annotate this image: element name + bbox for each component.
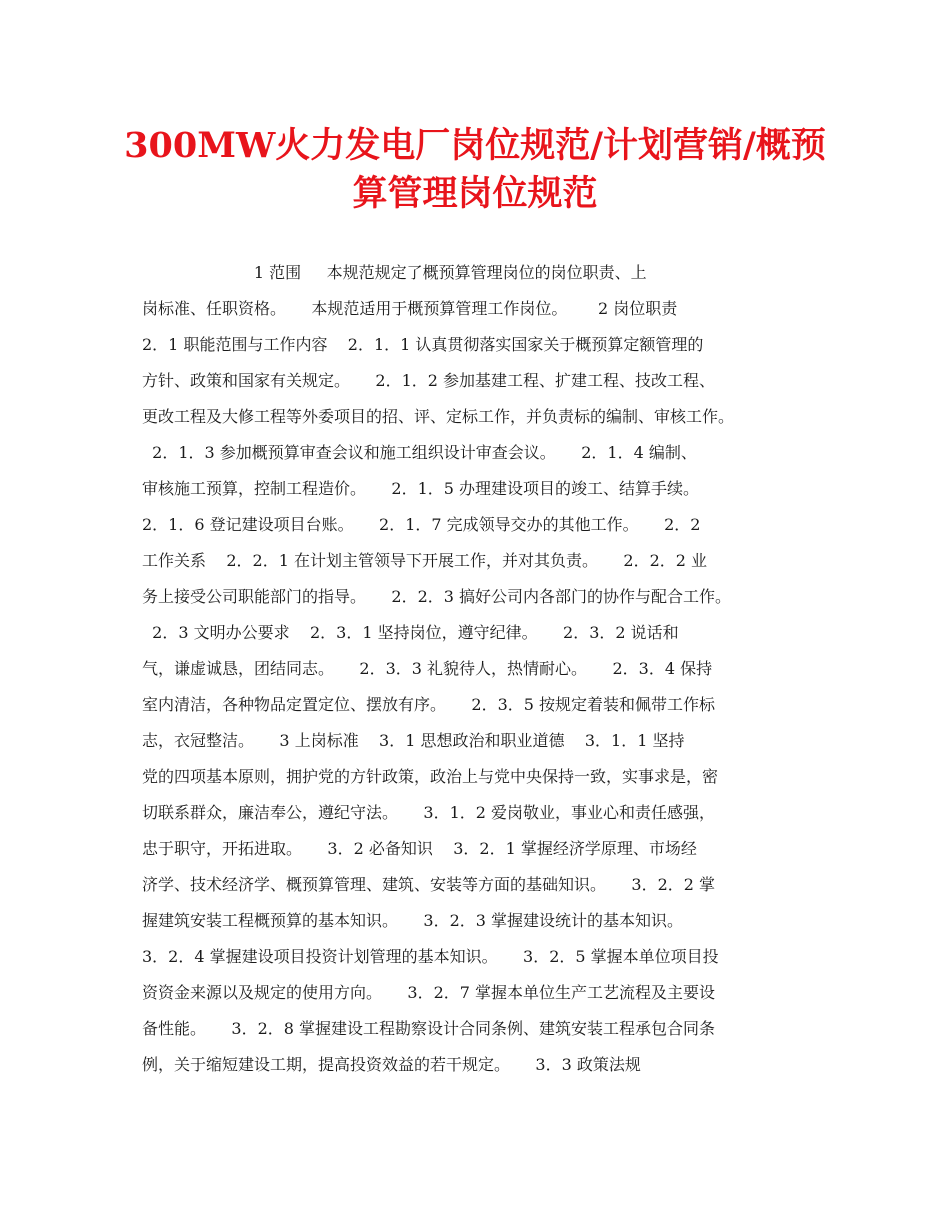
body-line: 党的四项基本原则，拥护党的方针政策，政治上与党中央保持一致，实事求是，密 — [142, 767, 719, 786]
body-line: 2．1．6 登记建设项目台账。 2．1．7 完成领导交办的其他工作。 2．2 — [142, 515, 701, 534]
body-line: 岗标准、任职资格。 本规范适用于概预算管理工作岗位。 2 岗位职责 — [142, 299, 678, 318]
body-line: 更改工程及大修工程等外委项目的招、评、定标工作，并负责标的编制、审核工作。 — [142, 407, 735, 426]
body-line: 方针、政策和国家有关规定。 2．1．2 参加基建工程、扩建工程、技改工程、 — [142, 371, 716, 390]
body-line: 备性能。 3．2．8 掌握建设工程勘察设计合同条例、建筑安装工程承包合同条 — [142, 1019, 716, 1038]
body-line: 志，衣冠整洁。 3 上岗标准 3．1 思想政治和职业道德 3．1．1 坚持 — [142, 731, 685, 750]
body-line: 务上接受公司职能部门的指导。 2．2．3 搞好公司内各部门的协作与配合工作。 — [142, 587, 732, 606]
body-line: 例，关于缩短建设工期，提高投资效益的若干规定。 3．3 政策法规 — [142, 1055, 641, 1074]
document-title — [120, 122, 830, 218]
body-line: 工作关系 2．2．1 在计划主管领导下开展工作，并对其负责。 2．2．2 业 — [142, 551, 708, 570]
body-line: 室内清洁，各种物品定置定位、摆放有序。 2．3．5 按规定着装和佩带工作标 — [142, 695, 716, 714]
body-line: 1 范围 本规范规定了概预算管理岗位的岗位职责、上 — [142, 263, 647, 282]
body-line: 2．3 文明办公要求 2．3．1 坚持岗位，遵守纪律。 2．3．2 说话和 — [142, 623, 679, 642]
body-line: 2．1．3 参加概预算审查会议和施工组织设计审查会议。 2．1．4 编制、 — [142, 443, 697, 462]
body-line: 2．1 职能范围与工作内容 2．1．1 认真贯彻落实国家关于概预算定额管理的 — [142, 335, 704, 354]
document-body — [142, 255, 822, 1083]
body-line: 握建筑安装工程概预算的基本知识。 3．2．3 掌握建设统计的基本知识。 — [142, 911, 684, 930]
title-line-1: 300MW火力发电厂岗位规范/计划营销/概预 — [124, 125, 826, 166]
body-line: 审核施工预算，控制工程造价。 2．1．5 办理建设项目的竣工、结算手续。 — [142, 479, 700, 498]
body-line: 忠于职守，开拓进取。 3．2 必备知识 3．2．1 掌握经济学原理、市场经 — [142, 839, 697, 858]
body-line: 济学、技术经济学、概预算管理、建筑、安装等方面的基础知识。 3．2．2 掌 — [142, 875, 716, 894]
body-line: 气，谦虚诚恳，团结同志。 2．3．3 礼貌待人，热情耐心。 2．3．4 保持 — [142, 659, 713, 678]
title-line-2: 算管理岗位规范 — [352, 173, 598, 214]
body-line: 3．2．4 掌握建设项目投资计划管理的基本知识。 3．2．5 掌握本单位项目投 — [142, 947, 719, 966]
body-line: 资资金来源以及规定的使用方向。 3．2．7 掌握本单位生产工艺流程及主要设 — [142, 983, 716, 1002]
body-line: 切联系群众，廉洁奉公，遵纪守法。 3．1．2 爱岗敬业，事业心和责任感强， — [142, 803, 716, 822]
